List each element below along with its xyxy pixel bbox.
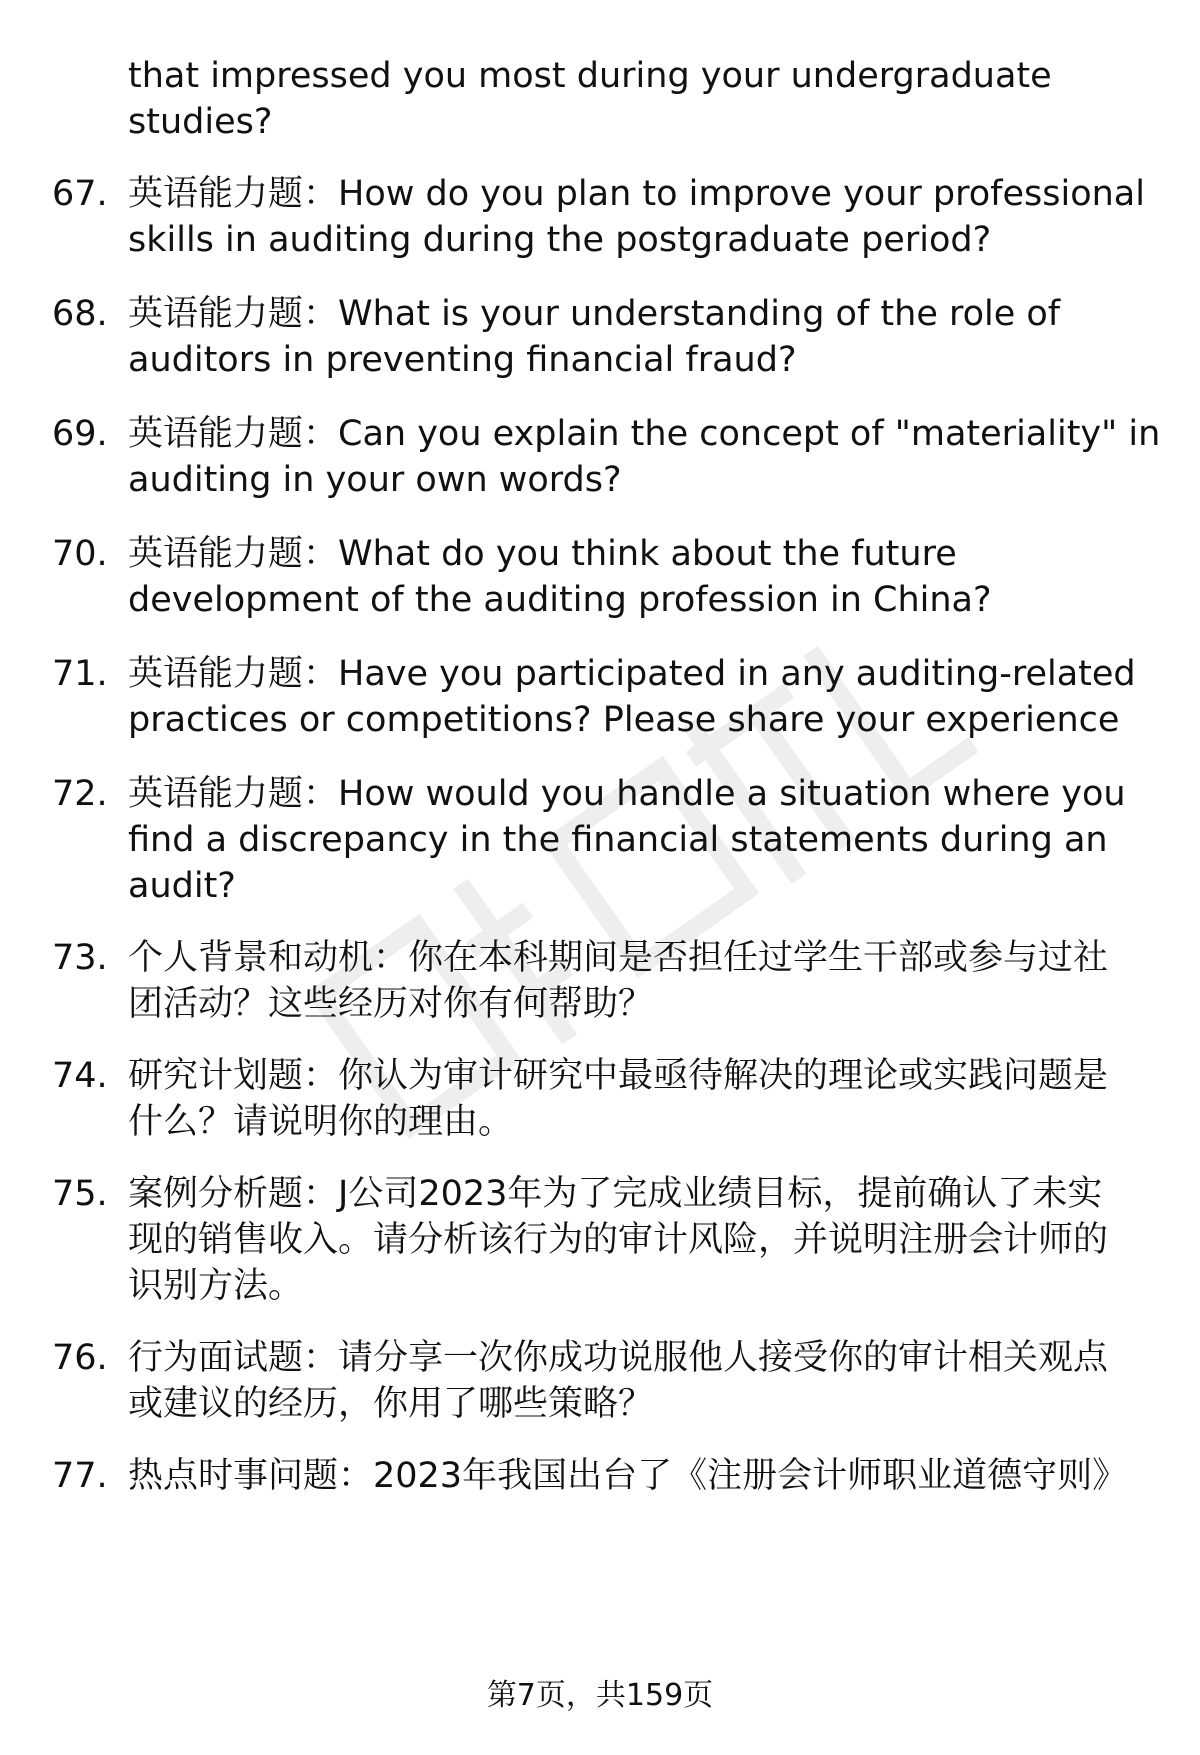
- item-71-line-2: practices or competitions? Please share your experience: [128, 700, 1120, 740]
- intro-line-1: that impressed you most during your undergraduate: [128, 56, 1052, 96]
- item-number-69: 69.: [52, 414, 108, 454]
- item-67-line-1: 英语能力题：How do you plan to improve your professional: [128, 174, 1145, 214]
- item-67-line-2: skills in auditing during the postgraduate period?: [128, 220, 992, 260]
- item-number-67: 67.: [52, 174, 108, 214]
- item-number-70: 70.: [52, 534, 108, 574]
- item-74-line-2: 什么？请说明你的理由。: [128, 1102, 514, 1142]
- item-75-line-2: 现的销售收入。请分析该行为的审计风险，并说明注册会计师的: [128, 1220, 1109, 1260]
- item-77-line-1: 热点时事问题：2023年我国出台了《注册会计师职业道德守则》: [128, 1456, 1128, 1496]
- item-76-line-2: 或建议的经历，你用了哪些策略？: [128, 1384, 654, 1424]
- item-71-line-1: 英语能力题：Have you participated in any auditing-related: [128, 654, 1136, 694]
- item-75-line-1: 案例分析题：J公司2023年为了完成业绩目标，提前确认了未实: [128, 1174, 1103, 1214]
- item-73-line-2: 团活动？这些经历对你有何帮助？: [128, 984, 654, 1024]
- page-footer: 第7页，共159页: [486, 1678, 714, 1713]
- item-69-line-2: auditing in your own words?: [128, 460, 622, 500]
- item-69-line-1: 英语能力题：Can you explain the concept of "materiality" in: [128, 414, 1161, 454]
- item-number-74: 74.: [52, 1056, 108, 1096]
- item-68-line-2: auditors in preventing financial fraud?: [128, 340, 797, 380]
- intro-line-2: studies?: [128, 102, 273, 142]
- item-73-line-1: 个人背景和动机：你在本科期间是否担任过学生干部或参与过社: [128, 938, 1109, 978]
- item-72-line-1: 英语能力题：How would you handle a situation where you: [128, 774, 1126, 814]
- item-72-line-2: find a discrepancy in the financial statements during an: [128, 820, 1108, 860]
- item-number-71: 71.: [52, 654, 108, 694]
- item-76-line-1: 行为面试题：请分享一次你成功说服他人接受你的审计相关观点: [128, 1338, 1109, 1378]
- item-number-76: 76.: [52, 1338, 108, 1378]
- item-number-68: 68.: [52, 294, 108, 334]
- item-68-line-1: 英语能力题：What is your understanding of the role of: [128, 294, 1061, 334]
- item-74-line-1: 研究计划题：你认为审计研究中最亟待解决的理论或实践问题是: [128, 1056, 1109, 1096]
- item-number-72: 72.: [52, 774, 108, 814]
- item-72-line-3: audit?: [128, 866, 236, 906]
- item-75-line-3: 识别方法。: [128, 1266, 304, 1306]
- item-number-75: 75.: [52, 1174, 108, 1214]
- item-number-73: 73.: [52, 938, 108, 978]
- item-70-line-2: development of the auditing profession in China?: [128, 580, 992, 620]
- item-number-77: 77.: [52, 1456, 108, 1496]
- item-70-line-1: 英语能力题：What do you think about the future: [128, 534, 957, 574]
